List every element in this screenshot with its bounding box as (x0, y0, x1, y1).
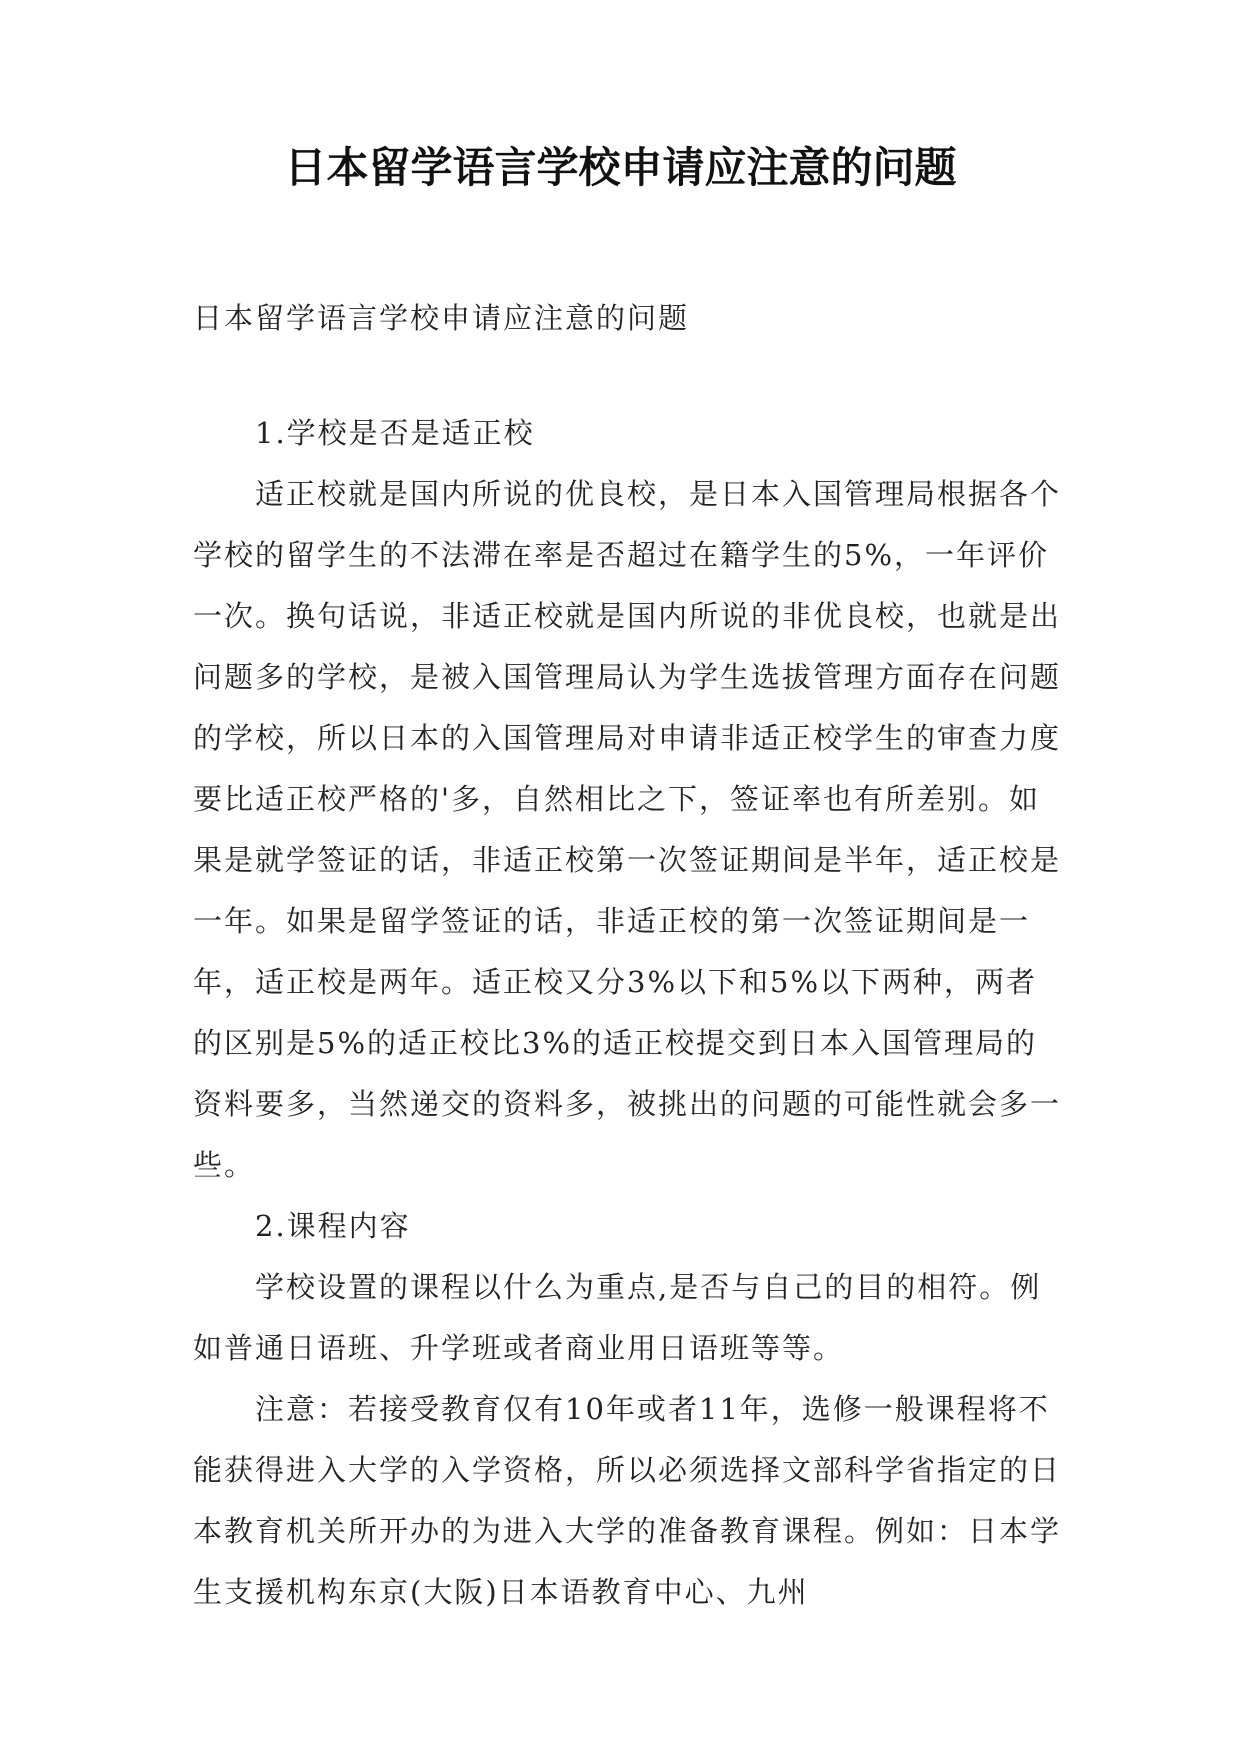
section-heading-1: 1.学校是否是适正校 (255, 416, 535, 450)
page-title: 日本留学语言学校申请应注意的问题 (284, 143, 957, 192)
document-subtitle: 日本留学语言学校申请应注意的问题 (193, 301, 690, 335)
section-1-paragraph-1: 适正校就是国内所说的优良校，是日本入国管理局根据各个学校的留学生的不法滞在率是否超过在籍学生的5%，一年评价一次。换句话说，非适正校就是国内所说的非优良校，也就是出问题多的学校，是被入国管理局认为学生选拔管理方面存在问题的学校，所以日本的入国管理局对申请非适正校学生的审查力度要比适正校严格的'多，自然相比之下，签证率也有所差别。如果是就学签证的话，非适正校第一次签证期间是半年，适正校是一年。如果是留学签证的话，非适正校的第一次签证期间是一年，适正校是两年。适正校又分3%以下和5%以下两种，两者的区别是5%的适正校比3%的适正校提交到日本入国管理局的资料要多，当然递交的资料多，被挑出的问题的可能性就会多一些。 (193, 477, 1062, 1182)
section-2-paragraph-2: 注意：若接受教育仅有10年或者11年，选修一般课程将不能获得进入大学的入学资格，所以必须选择文部科学省指定的日本教育机关所开办的为进入大学的准备教育课程。例如：日本学生支援机构东京(大阪)日本语教育中心、九州 (193, 1392, 1062, 1609)
section-heading-2: 2.课程内容 (255, 1209, 411, 1243)
document-body (193, 403, 1063, 1623)
section-2-paragraph-1: 学校设置的课程以什么为重点,是否与自己的目的相符。例如普通日语班、升学班或者商业用日语班等等。 (193, 1270, 1042, 1365)
